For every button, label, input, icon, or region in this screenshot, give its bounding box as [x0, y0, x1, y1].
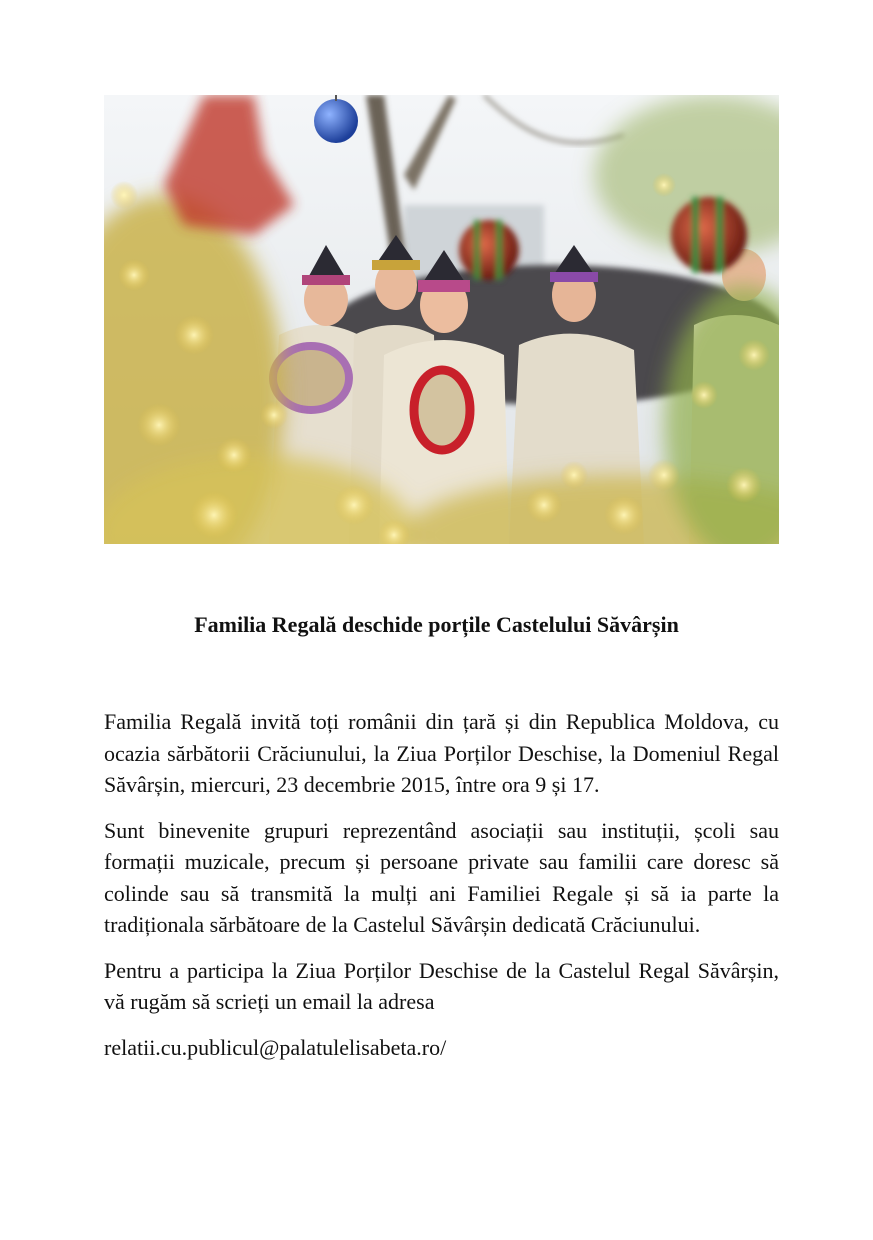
blue-ornament — [314, 99, 358, 143]
page-title: Familia Regală deschide porțile Castelului Săvârșin — [194, 612, 679, 637]
email-address: relatii.cu.publicul@palatulelisabeta.ro/ — [104, 1034, 447, 1060]
paragraph: Pentru a participa la Ziua Porților Deschise de la Castelul Regal Săvârșin, vă rugăm să scrieți un email la adresa — [104, 957, 779, 1014]
photo-illustration — [104, 95, 779, 544]
article-body — [104, 706, 779, 1077]
paragraph: Familia Regală invită toți românii din țară și din Republica Moldova, cu ocazia sărbătorii Crăciunului, la Ziua Porților Deschise, la Domeniul Regal Săvârșin, miercuri, 23 decembrie 2015, între ora 9 și 17. — [104, 709, 779, 797]
paragraph: Sunt binevenite grupuri reprezentând asociații sau instituții, școli sau formații muzicale, precum și persoane private sau familii care doresc să colinde sau să transmită la mulți ani Familiei Regale și să ia parte la tradiționala sărbătoare de la Castelul Săvârșin dedicată Crăciunului. — [104, 817, 779, 937]
carol-singers-photo — [104, 95, 779, 544]
